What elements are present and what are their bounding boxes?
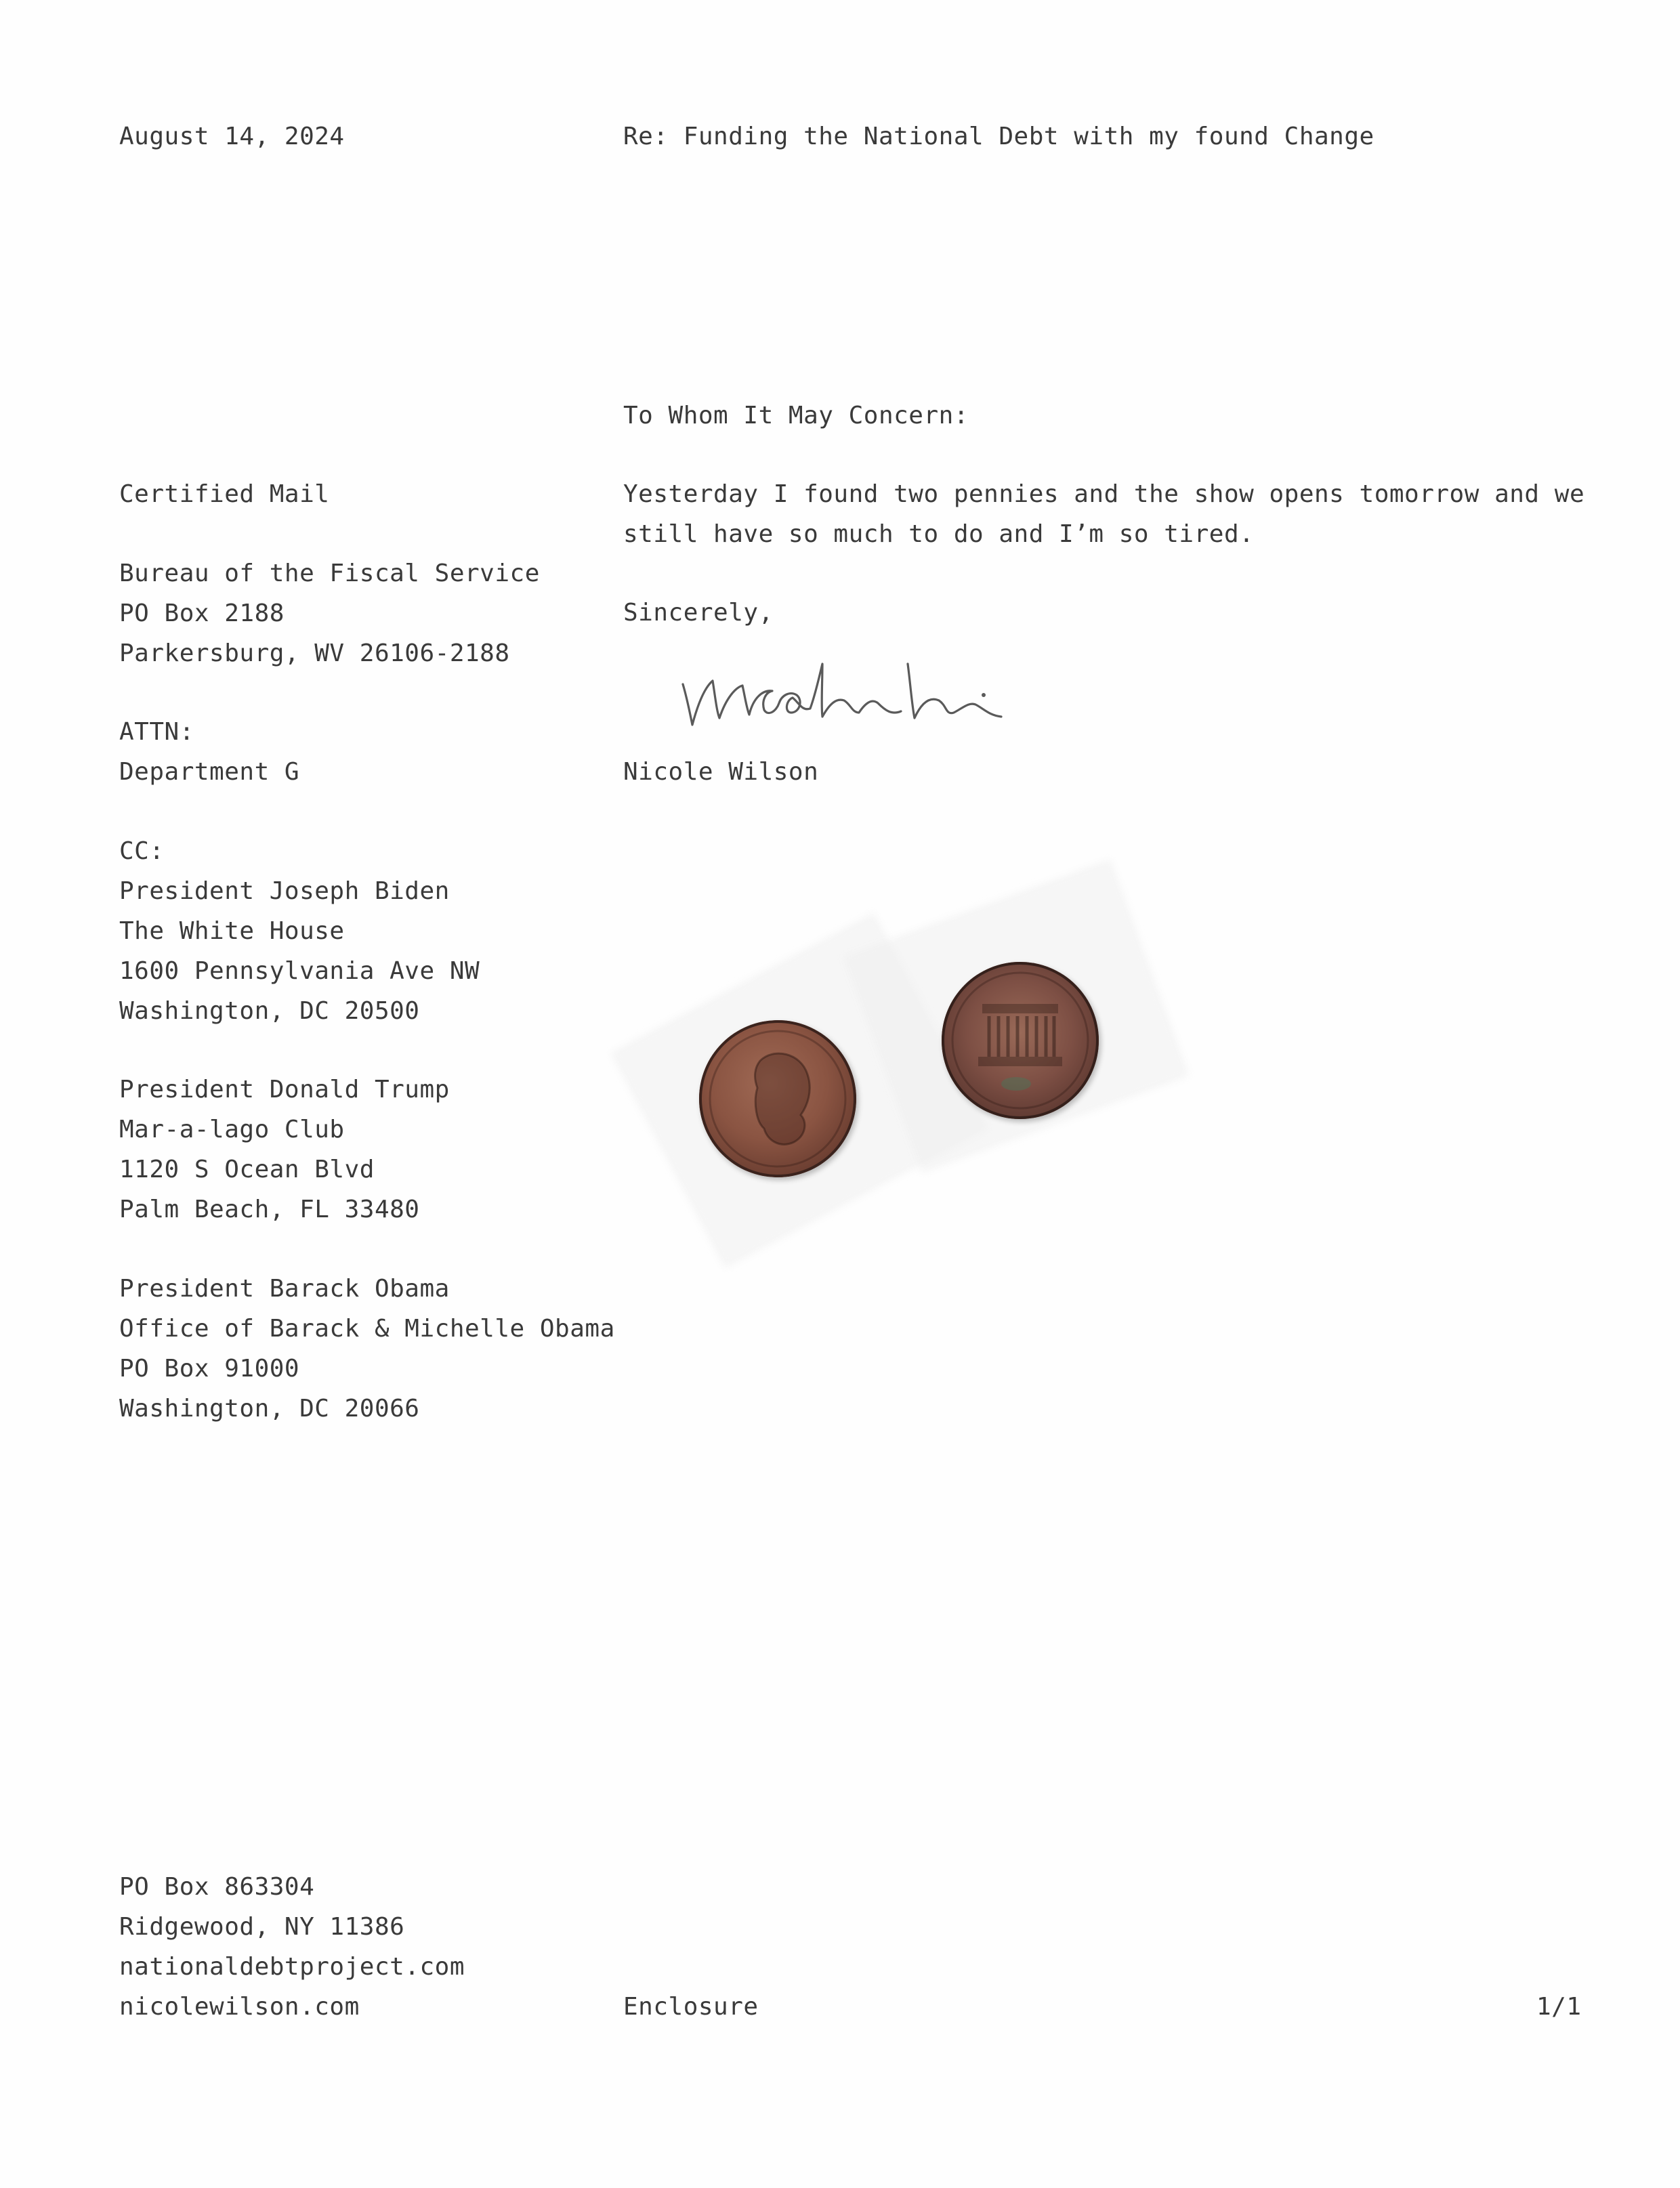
letter-subject: Re: Funding the National Debt with my found Change	[623, 123, 1374, 150]
recipient-line: Parkersburg, WV 26106-2188	[119, 639, 510, 667]
letter-date: August 14, 2024	[119, 123, 345, 150]
recipient-line: PO Box 2188	[119, 599, 285, 627]
lincoln-profile-icon	[699, 1020, 856, 1177]
penny-back	[942, 962, 1099, 1119]
enclosure-note: Enclosure	[623, 1993, 759, 2021]
letter-body	[623, 474, 1584, 554]
penny-front	[699, 1020, 856, 1177]
attn-label: ATTN:	[119, 718, 194, 746]
website-link[interactable]: nationaldebtproject.com	[119, 1953, 465, 1981]
cc-line: 1600 Pennsylvania Ave NW	[119, 957, 480, 985]
footer-line: PO Box 863304	[119, 1873, 315, 1901]
cc-line: Office of Barack & Michelle Obama	[119, 1315, 615, 1343]
recipient-address	[119, 553, 540, 673]
attn-value: Department G	[119, 758, 300, 786]
cc-line: Mar-a-lago Club	[119, 1116, 345, 1143]
footer-line: Ridgewood, NY 11386	[119, 1913, 405, 1941]
salutation: To Whom It May Concern:	[623, 402, 969, 429]
body-line: still have so much to do and I’m so tired.	[623, 520, 1255, 548]
cc-label: CC:	[119, 837, 165, 865]
closing: Sincerely,	[623, 599, 774, 627]
lincoln-memorial-icon	[942, 962, 1099, 1119]
cc-block-2	[119, 1070, 450, 1229]
cc-line: President Joseph Biden	[119, 877, 450, 905]
body-line: Yesterday I found two pennies and the show opens tomorrow and we	[623, 480, 1585, 508]
cc-line: Washington, DC 20066	[119, 1395, 420, 1423]
cc-line: Palm Beach, FL 33480	[119, 1196, 420, 1223]
footer-line	[119, 1947, 465, 1987]
cc-line: PO Box 91000	[119, 1355, 300, 1383]
attn-block	[119, 712, 299, 792]
handwritten-signature	[677, 650, 1030, 738]
cc-line: Washington, DC 20500	[119, 997, 420, 1025]
cc-line: President Donald Trump	[119, 1076, 450, 1103]
cc-block-1	[119, 831, 480, 1031]
page-number: 1/1	[1536, 1993, 1582, 2021]
cc-line: The White House	[119, 917, 345, 945]
return-address	[119, 1867, 465, 2027]
cc-line: President Barack Obama	[119, 1275, 450, 1303]
website-link[interactable]: nicolewilson.com	[119, 1993, 360, 2021]
cc-line: 1120 S Ocean Blvd	[119, 1156, 375, 1183]
mail-type: Certified Mail	[119, 480, 330, 508]
footer-line	[119, 1987, 465, 2027]
signature-name: Nicole Wilson	[623, 758, 819, 786]
cc-block-3	[119, 1269, 615, 1429]
recipient-line: Bureau of the Fiscal Service	[119, 560, 540, 587]
